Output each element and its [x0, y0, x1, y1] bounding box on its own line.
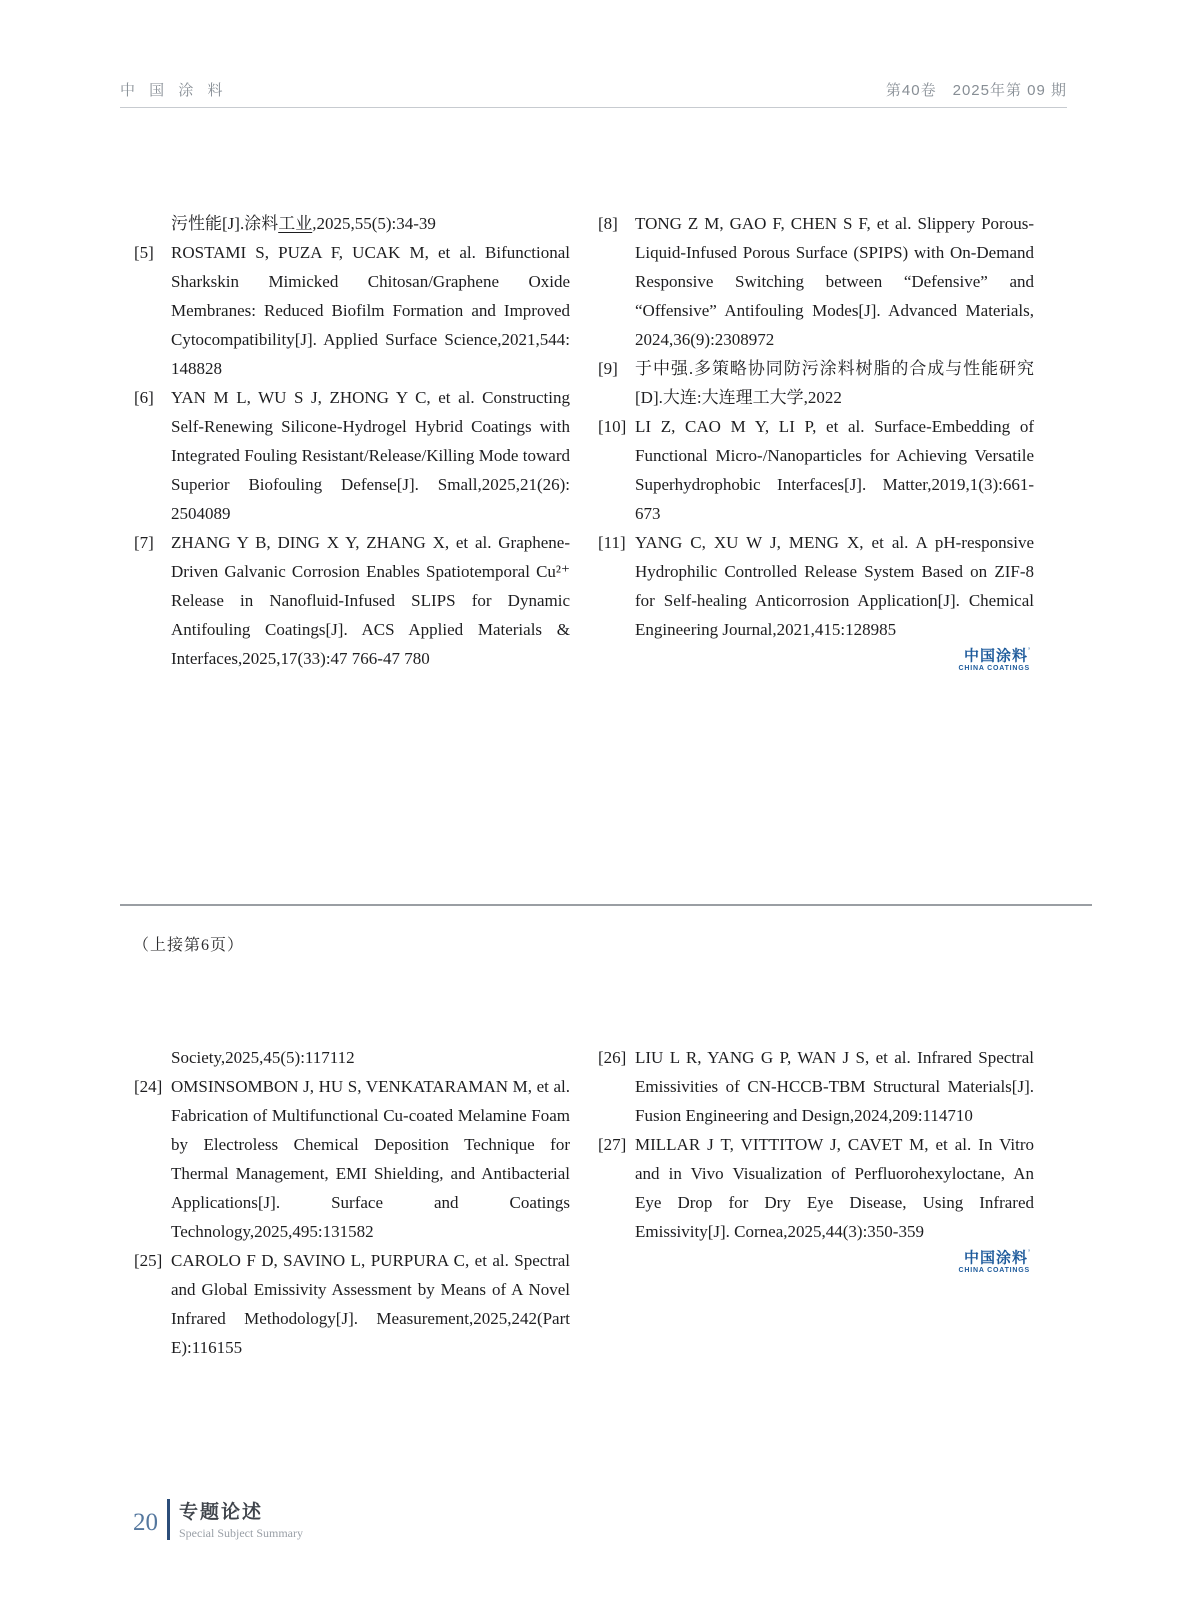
reference-label: [5] [134, 243, 154, 262]
reference-text: LIU L R, YANG G P, WAN J S, et al. Infrared Spectral Emissivities of CN-HCCB-TBM Structural Materials[J]. Fusion Engineering and Design,2024,209:114710 [635, 1048, 1034, 1125]
reference-label: [11] [598, 533, 626, 552]
references-section-bottom [134, 1043, 1067, 1373]
references-column-left [134, 1043, 570, 1373]
reference-item-10 [598, 412, 1034, 528]
logo-trademark-mark: ’ [1028, 646, 1030, 656]
journal-name-header: 中 国 涂 料 [120, 82, 228, 99]
reference-label: [27] [598, 1135, 627, 1154]
page-number: 20 [133, 1509, 158, 1536]
reference-label: [25] [134, 1251, 163, 1270]
reference-item-5 [134, 238, 570, 383]
issue-info-header: 第40卷 2025年第 09 期 [885, 82, 1067, 99]
reference-text-post: ,2025,55(5):34-39 [312, 214, 436, 233]
reference-text: TONG Z M, GAO F, CHEN S F, et al. Slippery Porous-Liquid-Infused Porous Surface (SPIPS) with On-Demand Responsive Switching between “Defensive” and “Offensive” Antifouling Modes[J]. Advanced Materials, 2024,36(9):2308972 [635, 214, 1034, 349]
reference-item-6 [134, 383, 570, 528]
reference-text: YANG C, XU W J, MENG X, et al. A pH-responsive Hydrophilic Controlled Release System Based on ZIF-8 for Self-healing Anticorrosion Application[J]. Chemical Engineering Journal,2021,415:128985 [635, 533, 1034, 639]
reference-partial-line [134, 209, 570, 238]
reference-text-pre: 污性能[J].涂料 [171, 214, 279, 233]
reference-text: CAROLO F D, SAVINO L, PURPURA C, et al. Spectral and Global Emissivity Assessment by Means of A Novel Infrared Methodology[J]. Measurement,2025,242(Part E):116155 [171, 1251, 570, 1357]
section-title-en: Special Subject Summary [179, 1526, 303, 1540]
section-title-cn: 专题论述 [179, 1502, 264, 1523]
footer-section-titles [179, 1497, 303, 1541]
reference-item-9 [598, 354, 1034, 412]
reference-text: OMSINSOMBON J, HU S, VENKATARAMAN M, et al. Fabrication of Multifunctional Cu-coated Melamine Foam by Electroless Chemical Deposition Technique for Thermal Management, EMI Shielding, and Antibacterial Applications[J]. Surface and Coatings Technology,2025,495:131582 [171, 1077, 570, 1241]
reference-label: [6] [134, 388, 154, 407]
china-coatings-logo [598, 1249, 1030, 1275]
reference-text: ZHANG Y B, DING X Y, ZHANG X, et al. Graphene-Driven Galvanic Corrosion Enables Spatiotemporal Cu²⁺ Release in Nanofluid-Infused SLIPS for Dynamic Antifouling Coatings[J]. ACS Applied Materials & Interfaces,2025,17(33):47 766-47 780 [171, 533, 570, 668]
logo-cn-text: 中国涂料 [963, 647, 1028, 665]
logo-en-text: CHINA COATINGS [958, 1266, 1030, 1274]
reference-label: [10] [598, 417, 627, 436]
reference-item-27 [598, 1130, 1034, 1246]
references-column-right [598, 209, 1034, 904]
reference-label: [8] [598, 214, 618, 233]
logo-cn-line [598, 647, 1030, 665]
logo-trademark-mark: ’ [1028, 1248, 1030, 1258]
page-header [120, 0, 1067, 108]
reference-text: ROSTAMI S, PUZA F, UCAK M, et al. Bifunctional Sharkskin Mimicked Chitosan/Graphene Oxide Membranes: Reduced Biofilm Formation and Improved Cytocompatibility[J]. Applied Surface Science,2021,544: 148828 [171, 243, 570, 378]
reference-text: 于中强.多策略协同防污涂料树脂的合成与性能研究[D].大连:大连理工大学,2022 [635, 359, 1034, 407]
reference-partial-line: Society,2025,45(5):117112 [171, 1048, 355, 1067]
reference-label: [26] [598, 1048, 627, 1067]
logo-cn-text: 中国涂料 [963, 1249, 1028, 1267]
references-column-right [598, 1043, 1034, 1373]
section-divider [120, 904, 1092, 906]
logo-cn-line [598, 1249, 1030, 1267]
reference-label: [7] [134, 533, 154, 552]
reference-item-7 [134, 528, 570, 673]
continued-from-note: （上接第6页） [133, 937, 245, 954]
reference-text-underlined: 工业 [278, 214, 313, 233]
reference-item-26 [598, 1043, 1034, 1130]
references-column-left [134, 209, 570, 904]
china-coatings-logo [598, 647, 1030, 673]
logo-en-text: CHINA COATINGS [958, 664, 1030, 672]
reference-item-11 [598, 528, 1034, 644]
reference-label: [9] [598, 359, 618, 378]
reference-text: YAN M L, WU S J, ZHONG Y C, et al. Constructing Self-Renewing Silicone-Hydrogel Hybrid Coatings with Integrated Fouling Resistant/Release/Killing Mode toward Superior Biofouling Defense[J]. Small,2025,21(26): 2504089 [171, 388, 570, 523]
footer-accent-bar [167, 1499, 170, 1540]
reference-label: [24] [134, 1077, 163, 1096]
references-section-top [134, 209, 1067, 904]
reference-item-25 [134, 1246, 570, 1362]
reference-text: MILLAR J T, VITTITOW J, CAVET M, et al. In Vitro and in Vivo Visualization of Perfluorohexyloctane, An Eye Drop for Dry Eye Disease, Using Infrared Emissivity[J]. Cornea,2025,44(3):350-359 [635, 1135, 1034, 1241]
reference-item-24 [134, 1072, 570, 1246]
page-footer [133, 1497, 303, 1541]
reference-text: LI Z, CAO M Y, LI P, et al. Surface-Embedding of Functional Micro-/Nanoparticles for Achieving Versatile Superhydrophobic Interfaces[J]. Matter,2019,1(3):661-673 [635, 417, 1034, 523]
reference-item-8 [598, 209, 1034, 354]
